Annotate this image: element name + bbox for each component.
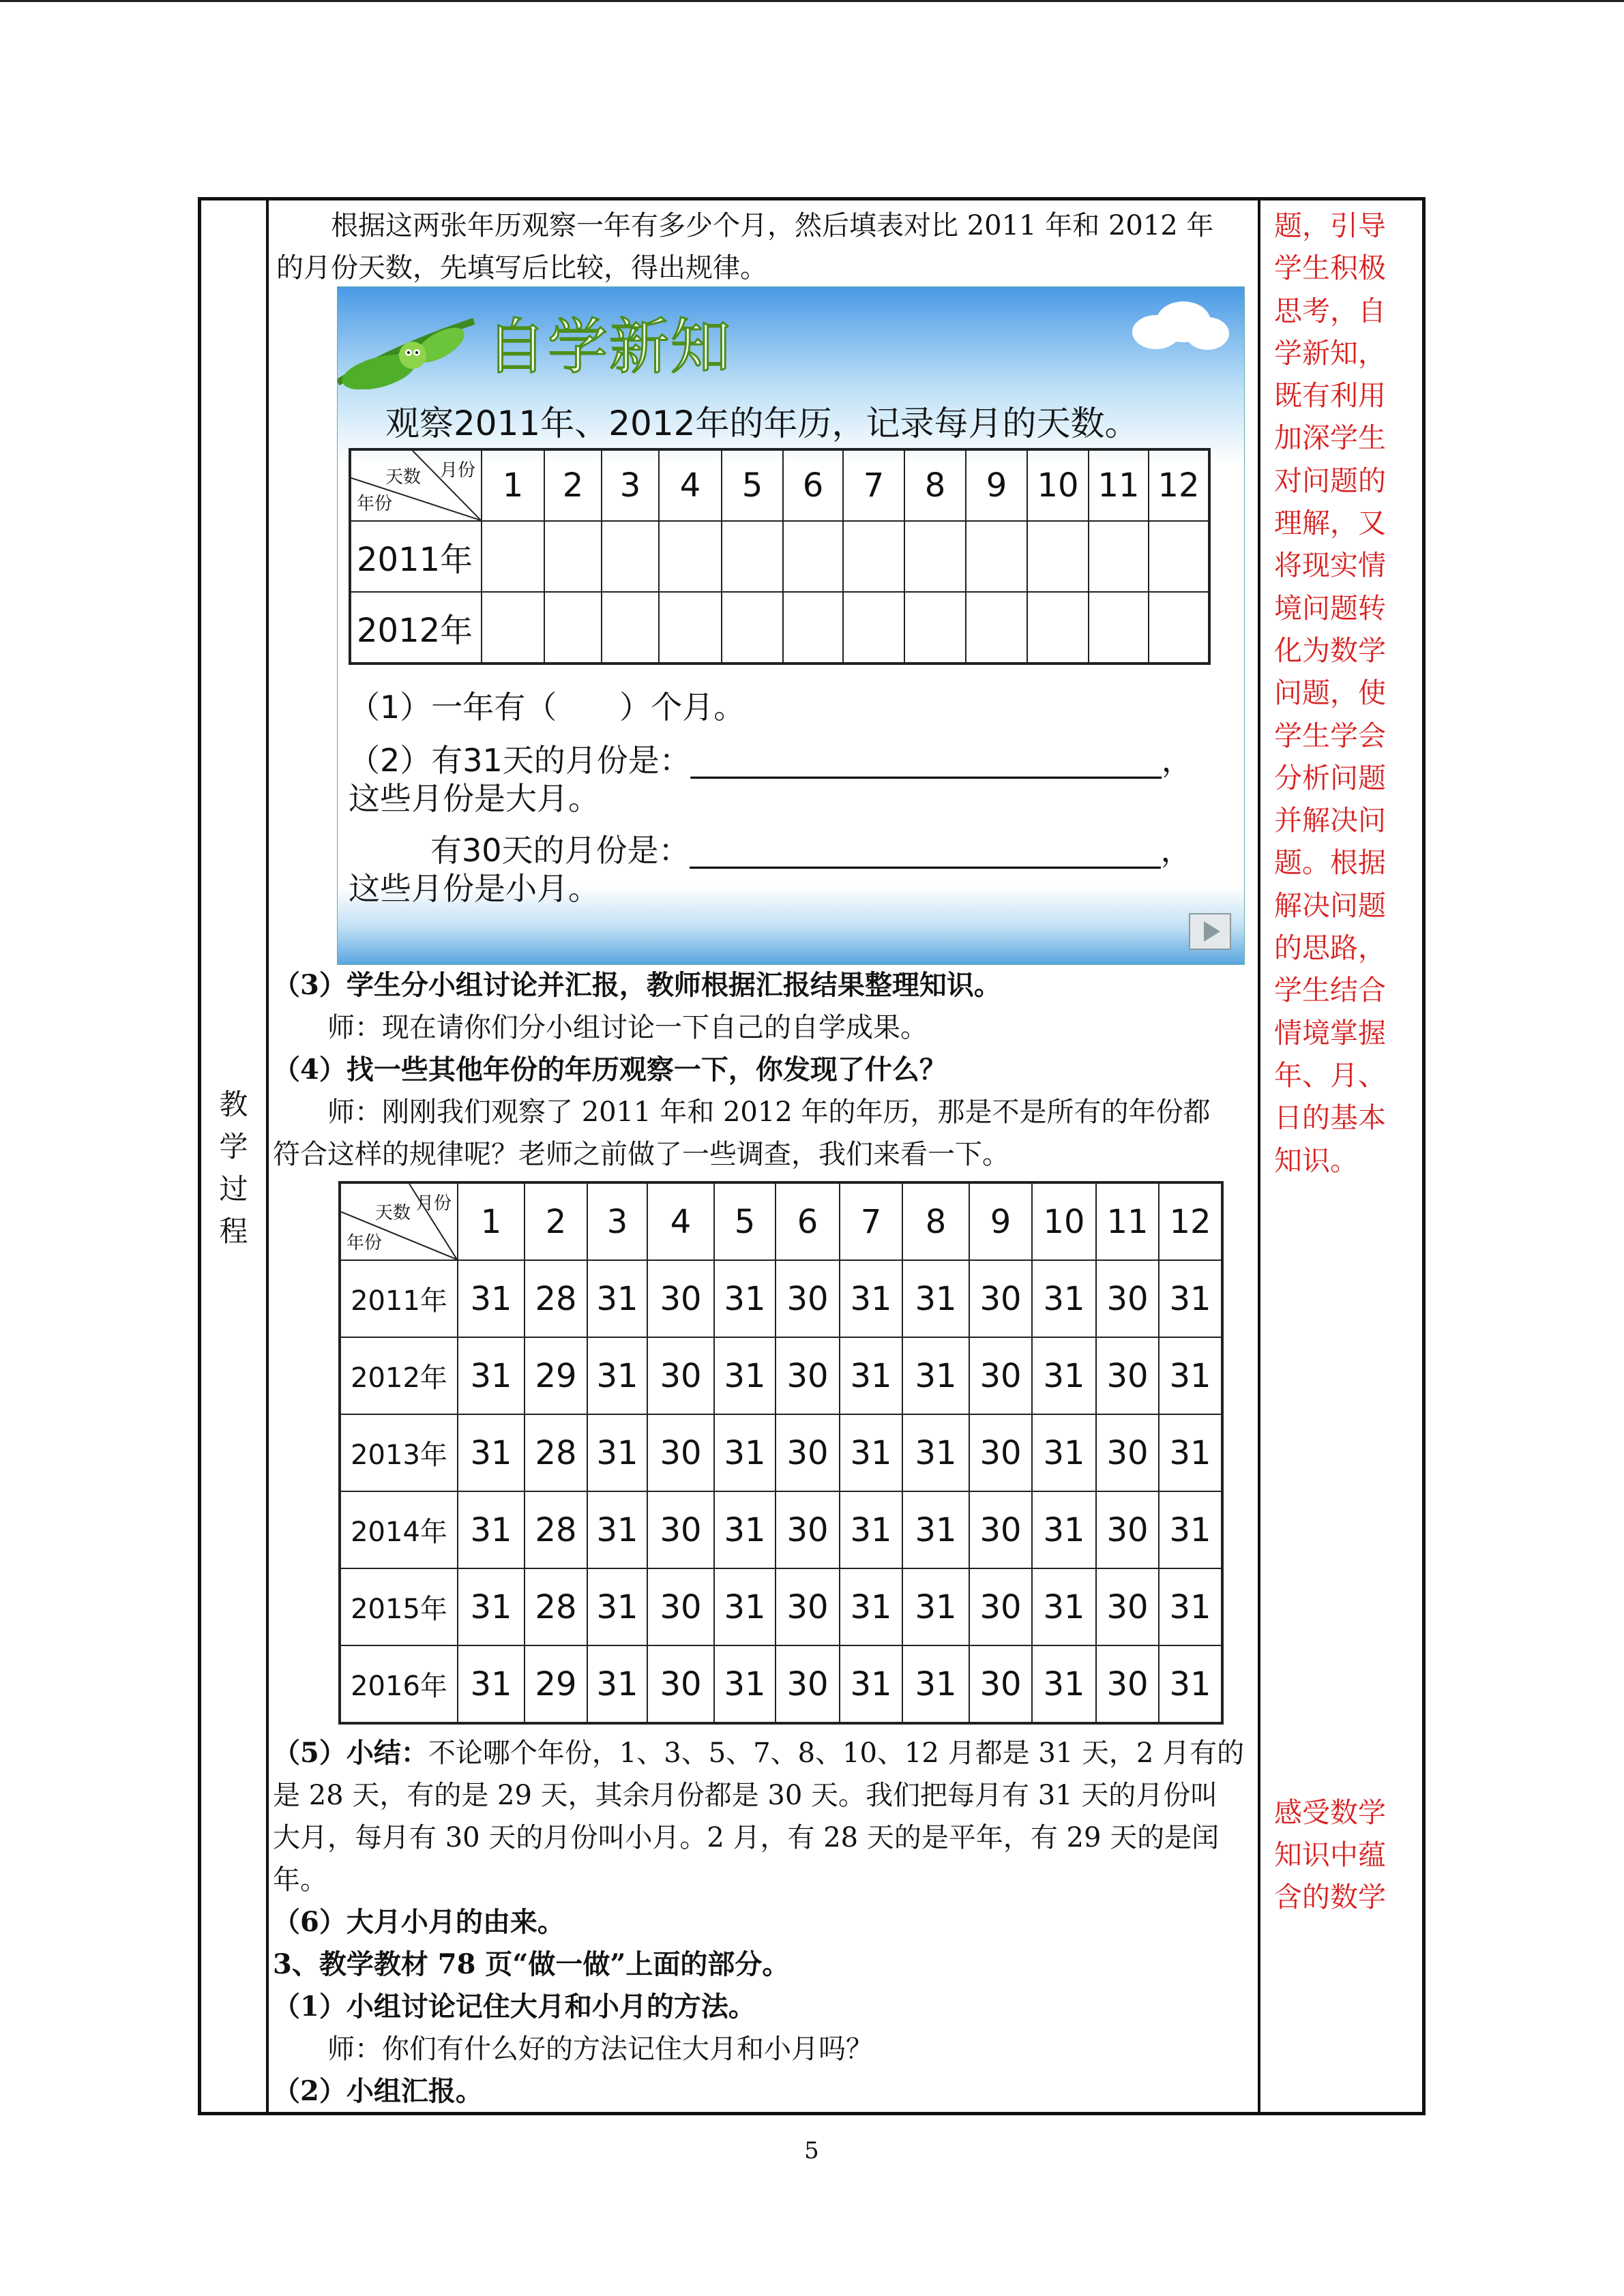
day-count-cell: 31 (714, 1645, 776, 1723)
step-3-teacher: 师：现在请你们分小组讨论一下自己的自学成果。 (327, 1012, 928, 1043)
note-line: 加深学生 (1274, 421, 1386, 455)
month-header: 5 (714, 1182, 776, 1260)
month-header: 7 (840, 1182, 902, 1260)
month-header: 1 (482, 449, 544, 521)
month-header: 1 (458, 1182, 525, 1260)
note-line: 年、月、 (1274, 1058, 1386, 1092)
note-line: 知识中蕴 (1274, 1838, 1386, 1871)
month-header: 10 (1027, 449, 1089, 521)
day-count-cell: 30 (776, 1414, 840, 1491)
day-count-cell: 31 (714, 1337, 776, 1414)
month-header: 6 (783, 449, 843, 521)
slide-row-2012 (350, 592, 1209, 664)
month-header: 12 (1159, 1182, 1222, 1260)
blank-cell (783, 592, 843, 664)
day-count-cell: 28 (525, 1414, 587, 1491)
day-count-cell: 30 (776, 1491, 840, 1568)
day-count-cell: 31 (902, 1491, 969, 1568)
note-line: 将现实情 (1274, 549, 1386, 582)
blank-cell (1089, 592, 1149, 664)
day-count-cell: 28 (525, 1491, 587, 1568)
note-line: 既有利用 (1274, 379, 1386, 413)
day-count-cell: 31 (1032, 1568, 1096, 1645)
month-header: 7 (843, 449, 904, 521)
note-line: 对问题的 (1274, 464, 1386, 497)
year-label: 2012年 (340, 1337, 458, 1414)
day-count-cell: 30 (647, 1645, 714, 1723)
day-count-cell: 30 (1096, 1337, 1159, 1414)
table-row (340, 1645, 1222, 1723)
side-label-char: 学 (219, 1130, 248, 1163)
year-label: 2015年 (340, 1568, 458, 1645)
day-count-cell: 30 (1096, 1260, 1159, 1337)
slide-question-3b: 这些月份是小月。 (349, 870, 600, 907)
day-count-cell: 30 (776, 1337, 840, 1414)
step-4-teacher-1: 师：刚刚我们观察了 2011 年和 2012 年的年历，那是不是所有的年份都 (327, 1097, 1211, 1128)
day-count-cell: 29 (525, 1337, 587, 1414)
month-header: 2 (544, 449, 602, 521)
day-count-cell: 31 (587, 1337, 647, 1414)
note-line: 理解，又 (1274, 507, 1386, 540)
blank-cell (544, 521, 602, 592)
blank-cell (843, 592, 904, 664)
blank-cell (904, 592, 966, 664)
step-3-heading: （3）学生分小组讨论并汇报，教师根据汇报结果整理知识。 (273, 969, 1001, 1001)
day-count-cell: 30 (969, 1491, 1032, 1568)
day-count-cell: 30 (647, 1260, 714, 1337)
slide-title: 自学新知 (486, 312, 733, 382)
blank-cell (659, 521, 722, 592)
year-label: 2013年 (340, 1414, 458, 1491)
day-count-cell: 31 (714, 1414, 776, 1491)
main-content (276, 205, 1248, 289)
slide-self-study (337, 286, 1245, 965)
note-line: 感受数学 (1274, 1796, 1386, 1829)
day-count-cell: 31 (458, 1568, 525, 1645)
day-count-cell: 30 (1096, 1568, 1159, 1645)
slide-play-button[interactable] (1189, 913, 1231, 950)
intro-line-2: 的月份天数，先填写后比较，得出规律。 (276, 252, 767, 284)
day-count-cell: 28 (525, 1260, 587, 1337)
section-3-heading: 3、教学教材 78 页“做一做”上面的部分。 (273, 1948, 790, 1980)
day-count-cell: 31 (1032, 1337, 1096, 1414)
steps-3-4 (273, 964, 1245, 1176)
day-count-cell: 31 (458, 1645, 525, 1723)
side-label-char: 过 (219, 1172, 248, 1206)
day-count-cell: 30 (969, 1568, 1032, 1645)
day-count-cell: 31 (902, 1568, 969, 1645)
day-count-cell: 30 (969, 1414, 1032, 1491)
month-header: 11 (1096, 1182, 1159, 1260)
summary-section (273, 1732, 1245, 2113)
day-count-cell: 30 (969, 1645, 1032, 1723)
day-count-cell: 31 (1159, 1568, 1222, 1645)
blank-cell (1149, 521, 1209, 592)
day-count-cell: 31 (1159, 1491, 1222, 1568)
slide-question-3a: 有30天的月份是：______________________________， (430, 832, 1192, 869)
note-line: 分析问题 (1274, 761, 1386, 794)
day-count-cell: 31 (1032, 1260, 1096, 1337)
note-line: 题，引导 (1274, 209, 1386, 242)
header-days: 天数 (375, 1203, 411, 1223)
sub-2-heading: （2）小组汇报。 (273, 2075, 483, 2107)
step-4-heading: （4）找一些其他年份的年历观察一下，你发现了什么？ (273, 1054, 947, 1086)
table-row (340, 1260, 1222, 1337)
day-count-cell: 30 (776, 1645, 840, 1723)
blank-cell (783, 521, 843, 592)
blank-cell (966, 592, 1027, 664)
step-5-line-3: 大月，每月有 30 天的月份叫小月。2 月，有 28 天的是平年，有 29 天的是闰 (273, 1822, 1220, 1853)
day-count-cell: 31 (458, 1260, 525, 1337)
day-count-cell: 28 (525, 1568, 587, 1645)
slide-subtitle: 观察2011年、2012年的年历，记录每月的天数。 (385, 404, 1139, 443)
day-count-cell: 30 (647, 1568, 714, 1645)
day-count-cell: 31 (1032, 1645, 1096, 1723)
month-header: 11 (1089, 449, 1149, 521)
day-count-cell: 31 (714, 1260, 776, 1337)
step-6-heading: （6）大月小月的由来。 (273, 1906, 565, 1938)
blank-cell (602, 592, 659, 664)
month-days-table (338, 1181, 1224, 1725)
header-days: 天数 (385, 467, 422, 488)
day-count-cell: 31 (458, 1491, 525, 1568)
blank-cell (843, 521, 904, 592)
table-row (340, 1491, 1222, 1568)
day-count-cell: 31 (714, 1568, 776, 1645)
vine-leaf-graphic (338, 308, 488, 389)
day-count-cell: 31 (1159, 1337, 1222, 1414)
blank-cell (1149, 592, 1209, 664)
table-row (340, 1568, 1222, 1645)
blank-cell (482, 592, 544, 664)
year-label: 2016年 (340, 1645, 458, 1723)
side-label-char: 教 (219, 1088, 248, 1121)
step-5-line-2: 是 28 天，有的是 29 天，其余月份都是 30 天。我们把每月有 31 天的月份叫 (273, 1780, 1218, 1811)
slide-question-1: （1）一年有（ ）个月。 (349, 689, 745, 726)
header-year: 年份 (346, 1233, 383, 1253)
blank-cell (1027, 592, 1089, 664)
cloud-graphic (1129, 298, 1231, 353)
sub-1-teacher: 师：你们有什么好的方法记住大月和小月吗？ (327, 2033, 873, 2065)
month-header: 2 (525, 1182, 587, 1260)
slide-blank-table (349, 448, 1211, 665)
day-count-cell: 30 (969, 1260, 1032, 1337)
intro-line-1: 根据这两张年历观察一年有多少个月，然后填表对比 2011 年和 2012 年 (331, 210, 1214, 241)
month-header: 4 (659, 449, 722, 521)
note-line: 解决问题 (1274, 889, 1386, 922)
column-divider-right (1258, 200, 1260, 2112)
note-line: 知识。 (1274, 1144, 1358, 1177)
month-header: 8 (904, 449, 966, 521)
day-count-cell: 30 (776, 1568, 840, 1645)
header-month: 月份 (415, 1193, 452, 1214)
play-icon (1190, 914, 1230, 949)
sub-1-heading: （1）小组讨论记住大月和小月的方法。 (273, 1991, 756, 2023)
day-count-cell: 31 (1159, 1645, 1222, 1723)
step-5-line-1: 不论哪个年份，1、3、5、7、8、10、12 月都是 31 天，2 月有的 (428, 1738, 1245, 1769)
day-count-cell: 31 (587, 1645, 647, 1723)
blank-cell (602, 521, 659, 592)
page-number: 5 (804, 2137, 819, 2164)
note-line: 学生结合 (1274, 974, 1386, 1007)
note-line: 的思路， (1274, 931, 1386, 965)
day-count-cell: 31 (1032, 1491, 1096, 1568)
day-count-cell: 31 (714, 1491, 776, 1568)
day-count-cell: 31 (1159, 1414, 1222, 1491)
day-count-cell: 31 (587, 1568, 647, 1645)
day-count-cell: 29 (525, 1645, 587, 1723)
blank-cell (1089, 521, 1149, 592)
side-label-char: 程 (219, 1214, 248, 1248)
blank-cell (722, 592, 783, 664)
day-count-cell: 30 (776, 1260, 840, 1337)
month-header: 8 (902, 1182, 969, 1260)
table-diagonal-header (340, 1182, 458, 1260)
day-count-cell: 31 (902, 1260, 969, 1337)
day-count-cell: 30 (1096, 1491, 1159, 1568)
month-header: 12 (1149, 449, 1209, 521)
step-4-teacher-2: 符合这样的规律呢？老师之前做了一些调查，我们来看一下。 (273, 1139, 1009, 1170)
slide-question-2b: 这些月份是大月。 (349, 780, 600, 817)
note-line: 含的数学 (1274, 1881, 1386, 1913)
slide-row-2011 (350, 521, 1209, 592)
year-label: 2011年 (350, 521, 482, 592)
day-count-cell: 31 (458, 1337, 525, 1414)
year-label: 2012年 (350, 592, 482, 664)
note-line: 学新知， (1274, 336, 1386, 370)
day-count-cell: 31 (587, 1491, 647, 1568)
note-line: 日的基本 (1274, 1101, 1386, 1135)
notes-column-bottom (1274, 1791, 1417, 1918)
day-count-cell: 31 (840, 1645, 902, 1723)
month-header: 5 (722, 449, 783, 521)
blank-cell (722, 521, 783, 592)
table-row (340, 1414, 1222, 1491)
column-divider-left (266, 200, 269, 2112)
day-count-cell: 31 (840, 1491, 902, 1568)
note-line: 化为数学 (1274, 633, 1386, 667)
day-count-cell: 31 (840, 1337, 902, 1414)
year-label: 2011年 (340, 1260, 458, 1337)
day-count-cell: 31 (587, 1260, 647, 1337)
side-label-teaching-process (201, 1084, 266, 1253)
day-count-cell: 31 (840, 1568, 902, 1645)
day-count-cell: 31 (840, 1260, 902, 1337)
note-line: 学生积极 (1274, 252, 1386, 285)
note-line: 问题，使 (1274, 676, 1386, 710)
note-line: 境问题转 (1274, 591, 1386, 625)
day-count-cell: 30 (1096, 1645, 1159, 1723)
day-count-cell: 30 (647, 1414, 714, 1491)
header-month: 月份 (439, 460, 475, 481)
day-count-cell: 31 (1159, 1260, 1222, 1337)
blank-cell (659, 592, 722, 664)
slide-question-2a: （2）有31天的月份是：______________________________， (349, 742, 1193, 779)
year-label: 2014年 (340, 1491, 458, 1568)
day-count-cell: 30 (1096, 1414, 1159, 1491)
month-header: 6 (776, 1182, 840, 1260)
blank-cell (966, 521, 1027, 592)
note-line: 情境掌握 (1274, 1016, 1386, 1049)
note-line: 并解决问 (1274, 804, 1386, 837)
step-5-lead: （5）小结： (273, 1737, 428, 1769)
note-line: 思考，自 (1274, 294, 1386, 327)
slide-diagonal-header (350, 449, 482, 521)
blank-cell (904, 521, 966, 592)
month-header: 3 (602, 449, 659, 521)
top-border-rule (0, 0, 1624, 2)
day-count-cell: 31 (902, 1414, 969, 1491)
note-line: 题。根据 (1274, 846, 1386, 880)
month-header: 9 (966, 449, 1027, 521)
day-count-cell: 30 (647, 1491, 714, 1568)
month-header: 4 (647, 1182, 714, 1260)
month-header: 10 (1032, 1182, 1096, 1260)
note-line: 学生学会 (1274, 719, 1386, 752)
table-row (340, 1337, 1222, 1414)
step-5-line-4: 年。 (273, 1864, 327, 1896)
day-count-cell: 30 (969, 1337, 1032, 1414)
month-header: 3 (587, 1182, 647, 1260)
blank-cell (1027, 521, 1089, 592)
blank-cell (544, 592, 602, 664)
notes-column (1274, 205, 1417, 1182)
header-year: 年份 (357, 494, 393, 514)
day-count-cell: 30 (647, 1337, 714, 1414)
day-count-cell: 31 (1032, 1414, 1096, 1491)
day-count-cell: 31 (902, 1645, 969, 1723)
day-count-cell: 31 (902, 1337, 969, 1414)
month-header: 9 (969, 1182, 1032, 1260)
day-count-cell: 31 (458, 1414, 525, 1491)
blank-cell (482, 521, 544, 592)
day-count-cell: 31 (587, 1414, 647, 1491)
day-count-cell: 31 (840, 1414, 902, 1491)
